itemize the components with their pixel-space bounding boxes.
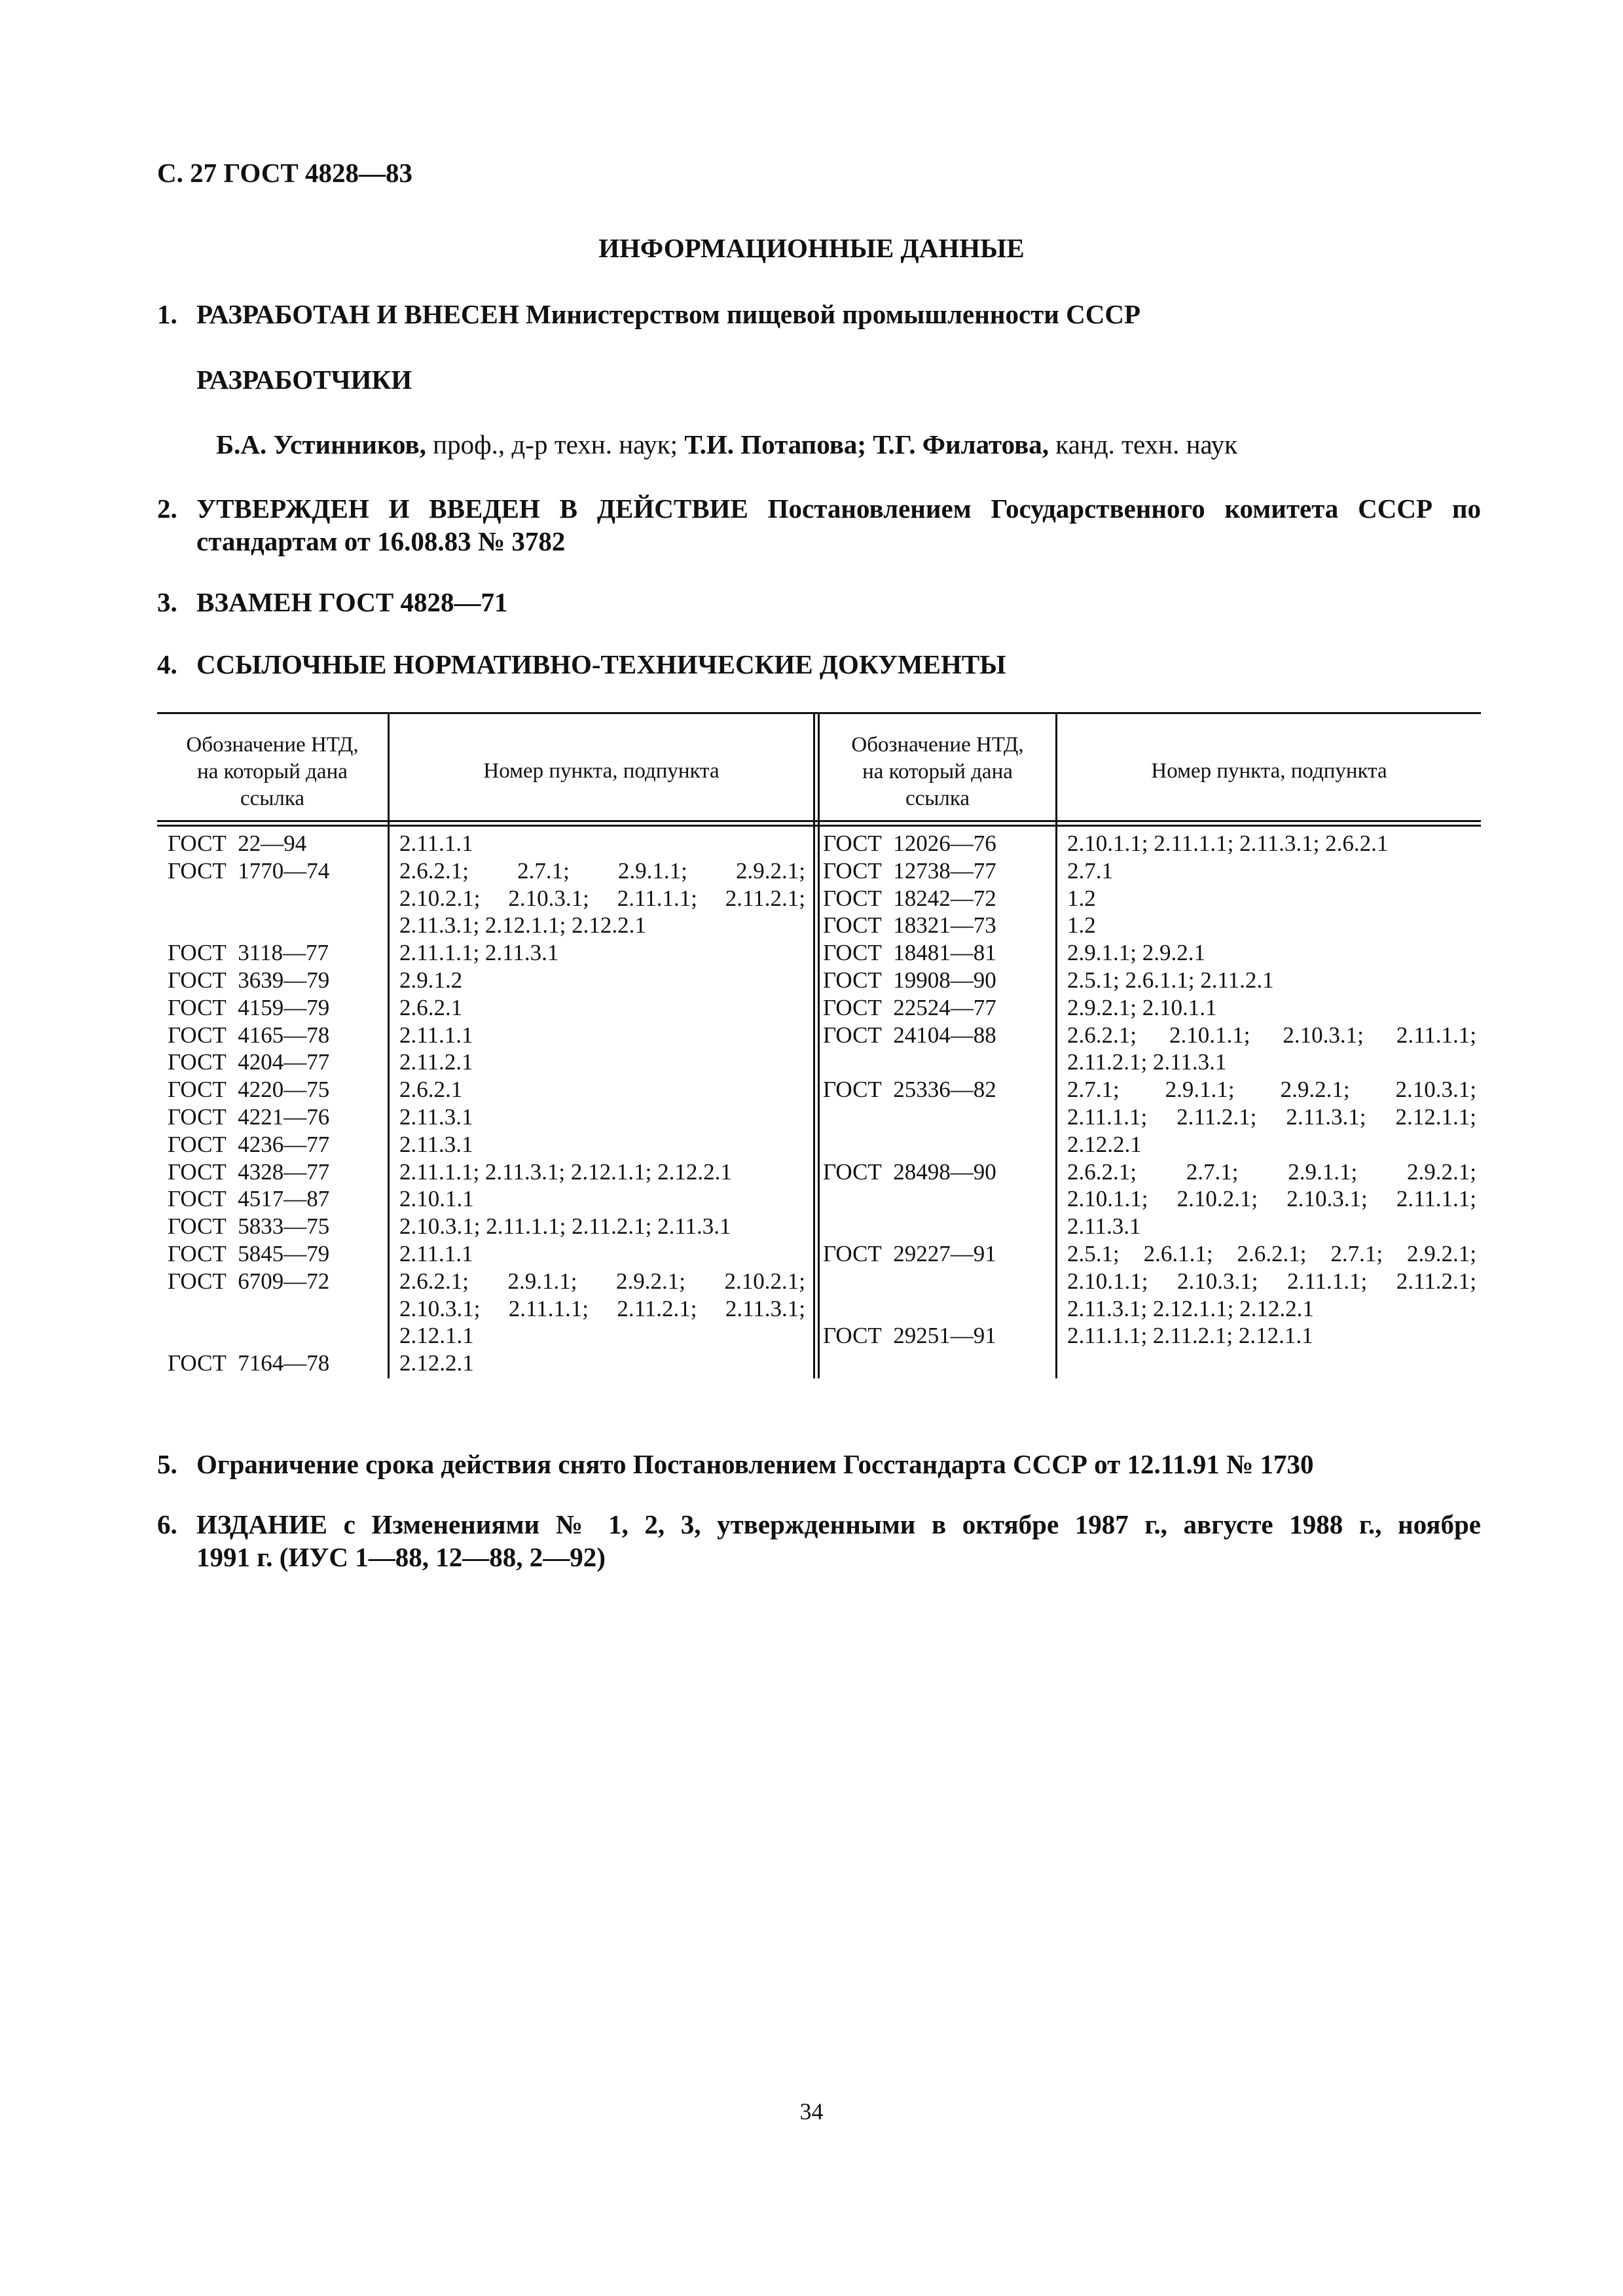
clause-line: 2.11.1.1; 2.11.3.1; 2.12.1.1; 2.12.2.1 xyxy=(399,1158,732,1185)
section-6-label: ИЗДАНИЕ xyxy=(196,1509,327,1539)
clause-line: 2.11.3.1; 2.12.1.1; 2.12.2.1 xyxy=(1067,1295,1314,1321)
section-3-number: 3. xyxy=(157,587,177,617)
clause-line: 2.5.1; 2.6.1.1; 2.11.2.1 xyxy=(1067,967,1274,993)
developers-heading: РАЗРАБОТЧИКИ xyxy=(196,365,412,395)
clause-line: 2.6.2.1; 2.7.1; 2.9.1.1; 2.9.2.1; xyxy=(399,857,805,884)
clause-line: 2.6.2.1 xyxy=(399,1077,463,1103)
clause-line: 2.6.2.1; 2.9.1.1; 2.9.2.1; 2.10.2.1; xyxy=(399,1268,805,1294)
clause-line: 2.7.1; 2.9.1.1; 2.9.2.1; 2.10.3.1; xyxy=(1067,1077,1476,1103)
clause-line: 2.10.3.1; 2.11.1.1; 2.11.2.1; 2.11.3.1 xyxy=(399,1213,731,1240)
table-col-divider-1 xyxy=(388,712,390,1378)
section-2-text-2: стандартам от 16.08.83 № 3782 xyxy=(196,526,566,556)
clause-line: 2.7.1 xyxy=(1067,857,1113,884)
section-6-number: 6. xyxy=(157,1509,177,1539)
clause-line: 2.6.2.1; 2.10.1.1; 2.10.3.1; 2.11.1.1; xyxy=(1067,1022,1476,1048)
page-title: ИНФОРМАЦИОННЫЕ ДАННЫЕ xyxy=(598,233,1025,263)
clause-line: 1.2 xyxy=(1067,912,1096,939)
section-3-text: ВЗАМЕН ГОСТ 4828—71 xyxy=(196,587,508,617)
clause-line: 2.9.2.1; 2.10.1.1 xyxy=(1067,994,1217,1020)
header-doc-right-line-1: Обозначение НТД, xyxy=(851,733,1024,757)
reference-documents-table xyxy=(157,712,1481,1378)
section-6 xyxy=(157,1508,1481,1573)
clause-line: 2.5.1; 2.6.1.1; 2.6.2.1; 2.7.1; 2.9.2.1; xyxy=(1067,1240,1476,1266)
section-4-text: ССЫЛОЧНЫЕ НОРМАТИВНО-ТЕХНИЧЕСКИЕ ДОКУМЕНТЫ xyxy=(196,649,1006,679)
section-5 xyxy=(157,1448,1313,1480)
right-doc-column: ГОСТ 12026—76 ГОСТ 12738—77 ГОСТ 18242—72 ГОСТ 18321—73 ГОСТ 18481—81 ГОСТ 19908—90 ГОСТ 22524—77 ГОСТ 24104—88 ГОСТ 25336—82 ГОСТ 28498—90 ГОСТ 29227—91 ГОСТ 29251—91 xyxy=(823,831,996,1349)
header-doc-right-line-2: на который дана xyxy=(862,760,1013,783)
clause-line: 2.11.1.1 xyxy=(399,1240,473,1266)
table-col-divider-middle-a xyxy=(813,712,815,1378)
clause-line: 2.11.1.1; 2.11.2.1; 2.12.1.1 xyxy=(1067,1323,1313,1349)
section-6-text-1: с Изменениями № 1, 2, 3, утвержденными в октябре 1987 г., августе 1988 г., ноябре xyxy=(327,1509,1481,1539)
clause-line: 2.12.2.1 xyxy=(399,1350,474,1376)
section-1-text: Министерством пищевой промышленности СССР xyxy=(519,299,1141,329)
section-4 xyxy=(157,648,1006,681)
header-doc-right-line-3: ссылка xyxy=(905,787,970,810)
header-doc-right xyxy=(820,732,1055,812)
section-1-label: РАЗРАБОТАН И ВНЕСЕН xyxy=(196,299,519,329)
section-5-number: 5. xyxy=(157,1449,177,1479)
section-6-text-2: 1991 г. (ИУС 1—88, 12—88, 2—92) xyxy=(196,1542,606,1572)
section-2-text-1: Постановлением Государственного комитета СССР по xyxy=(748,493,1481,524)
clause-line: 2.11.1.1; 2.11.3.1 xyxy=(399,940,559,966)
section-2 xyxy=(157,492,1481,558)
page-header: С. 27 ГОСТ 4828—83 xyxy=(157,158,413,188)
clause-line: 2.11.1.1 xyxy=(399,1022,473,1048)
clause-line: 2.11.2.1 xyxy=(399,1049,473,1075)
clause-line: 2.12.2.1 xyxy=(1067,1131,1142,1157)
clause-line: 2.11.2.1; 2.11.3.1 xyxy=(1067,1049,1227,1075)
clause-line: 2.10.2.1; 2.10.3.1; 2.11.1.1; 2.11.2.1; xyxy=(399,885,805,911)
clause-line: 2.11.3.1 xyxy=(399,1103,473,1130)
section-2-number: 2. xyxy=(157,493,177,524)
header-doc-left xyxy=(157,732,388,812)
clause-line: 2.10.1.1 xyxy=(399,1186,474,1212)
left-clause-column xyxy=(399,830,805,1377)
developer-name-2: Т.И. Потапова; Т.Г. Филатова, xyxy=(684,429,1049,459)
clause-line: 1.2 xyxy=(1067,885,1096,911)
section-3 xyxy=(157,586,507,619)
table-col-divider-3 xyxy=(1055,712,1057,1378)
developer-title-1: проф., д-р техн. наук; xyxy=(426,429,685,459)
clause-line: 2.11.3.1 xyxy=(399,1131,473,1157)
clause-line: 2.10.3.1; 2.11.1.1; 2.11.2.1; 2.11.3.1; xyxy=(399,1295,805,1321)
page-number: 34 xyxy=(799,2098,824,2125)
clause-line: 2.11.1.1 xyxy=(399,831,473,856)
clause-line: 2.6.2.1 xyxy=(399,994,463,1020)
left-doc-column: ГОСТ 22—94 ГОСТ 1770—74 ГОСТ 3118—77 ГОСТ 3639—79 ГОСТ 4159—79 ГОСТ 4165—78 ГОСТ 4204—77 ГОСТ 4220—75 ГОСТ 4221—76 ГОСТ 4236—77 ГОСТ 4328—77 ГОСТ 4517—87 ГОСТ 5833—75 ГОСТ 5845—79 ГОСТ 6709—72 ГОСТ 7164—78 xyxy=(168,831,330,1376)
clause-line: 2.10.1.1; 2.11.1.1; 2.11.3.1; 2.6.2.1 xyxy=(1067,831,1389,856)
clause-line: 2.11.3.1; 2.12.1.1; 2.12.2.1 xyxy=(399,912,646,939)
clause-line: 2.11.1.1; 2.11.2.1; 2.11.3.1; 2.12.1.1; xyxy=(1067,1103,1476,1130)
clause-line: 2.9.1.1; 2.9.2.1 xyxy=(1067,940,1205,966)
clause-line: 2.11.3.1 xyxy=(1067,1213,1141,1240)
section-5-text: Ограничение срока действия снято Постановлением Госстандарта СССР от 12.11.91 № 1730 xyxy=(196,1449,1314,1479)
header-clause-right: Номер пункта, подпункта xyxy=(1151,759,1387,783)
section-1 xyxy=(157,298,1140,331)
clause-line: 2.6.2.1; 2.7.1; 2.9.1.1; 2.9.2.1; xyxy=(1067,1158,1476,1185)
section-4-number: 4. xyxy=(157,649,177,679)
header-doc-left-line-2: на который дана xyxy=(197,760,348,783)
header-doc-left-line-1: Обозначение НТД, xyxy=(186,733,359,757)
clause-line: 2.9.1.2 xyxy=(399,967,463,993)
clause-line: 2.10.1.1; 2.10.3.1; 2.11.1.1; 2.11.2.1; xyxy=(1067,1268,1476,1294)
section-1-number: 1. xyxy=(157,299,177,329)
right-clause-column xyxy=(1067,830,1476,1350)
header-clause-left: Номер пункта, подпункта xyxy=(483,759,720,783)
header-doc-left-line-3: ссылка xyxy=(240,787,305,810)
clause-line: 2.10.1.1; 2.10.2.1; 2.10.3.1; 2.11.1.1; xyxy=(1067,1186,1476,1212)
section-2-label: УТВЕРЖДЕН И ВВЕДЕН В ДЕЙСТВИЕ xyxy=(196,493,748,524)
clause-line: 2.12.1.1 xyxy=(399,1323,474,1349)
developer-name-1: Б.А. Устинников, xyxy=(216,429,426,459)
developers-list xyxy=(216,428,1237,461)
developer-title-2: канд. техн. наук xyxy=(1049,429,1238,459)
